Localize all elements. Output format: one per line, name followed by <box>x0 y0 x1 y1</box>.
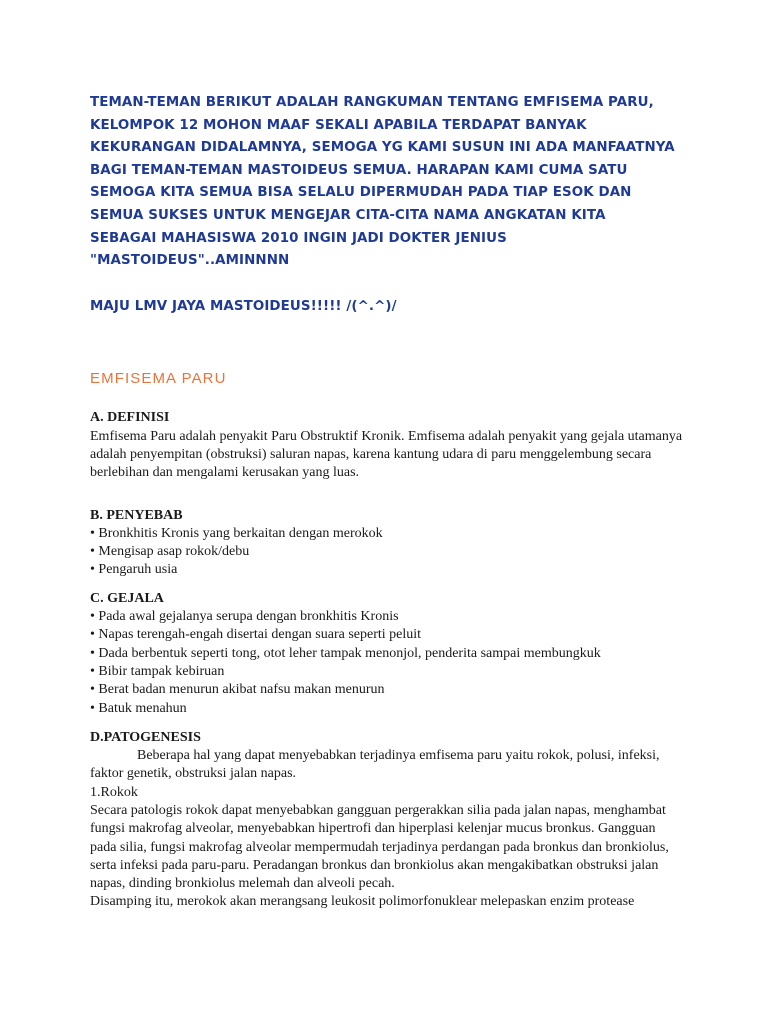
definisi-section <box>90 409 690 482</box>
definisi-line: adalah penyempitan (obstruksi) saluran napas, karena kantung udara di paru menggelembung secara <box>90 446 652 462</box>
list-item: • Pengaruh usia <box>90 561 690 579</box>
list-item: • Batuk menahun <box>90 700 690 718</box>
intro-line: SEMOGA KITA SEMUA BISA SELALU DIPERMUDAH PADA TIAP ESOK DAN <box>90 185 632 201</box>
gejala-section <box>90 590 690 718</box>
list-item: • Mengisap asap rokok/debu <box>90 543 690 561</box>
intro-line: KEKURANGAN DIDALAMNYA, SEMOGA YG KAMI SUSUN INI ADA MANFAATNYA <box>90 140 675 156</box>
patogenesis-heading: D.PATOGENESIS <box>90 729 201 745</box>
section-title: EMFISEMA PARU <box>90 370 227 388</box>
document-page <box>90 92 690 912</box>
patogenesis-line: pada silia, fungsi makrofag alveolar mempermudah terjadinya perdangan pada bronkus dan bronkiolus, <box>90 839 669 855</box>
penyebab-list <box>90 525 690 580</box>
definisi-line: berlebihan dan mengalami kerusakan yang luas. <box>90 465 360 481</box>
patogenesis-intro: Beberapa hal yang dapat menyebabkan terjadinya emfisema paru yaitu rokok, polusi, infeksi, <box>137 748 660 764</box>
patogenesis-line: Disamping itu, merokok akan merangsang leukosit polimorfonuklear melepaskan enzim protease <box>90 894 635 910</box>
intro-line: TEMAN-TEMAN BERIKUT ADALAH RANGKUMAN TENTANG EMFISEMA PARU, <box>90 95 654 110</box>
list-item: • Berat badan menurun akibat nafsu makan menurun <box>90 681 690 699</box>
patogenesis-subheading: 1.Rokok <box>90 784 138 800</box>
definisi-heading: A. DEFINISI <box>90 410 170 426</box>
intro-message <box>90 92 690 318</box>
patogenesis-intro: faktor genetik, obstruksi jalan napas. <box>90 766 297 782</box>
penyebab-section <box>90 507 690 580</box>
list-item: • Pada awal gejalanya serupa dengan bronkhitis Kronis <box>90 608 690 626</box>
gejala-heading: C. GEJALA <box>90 590 164 606</box>
intro-line: SEBAGAI MAHASISWA 2010 INGIN JADI DOKTER JENIUS <box>90 230 507 246</box>
patogenesis-section <box>90 729 690 912</box>
patogenesis-line: napas, dinding bronkiolus melemah dan alveoli pecah. <box>90 876 395 892</box>
gejala-list <box>90 608 690 718</box>
patogenesis-line: fungsi makrofag alveolar, menyebabkan hipertrofi dan hiperplasi kelenjar mucus bronkus. Gangguan <box>90 821 656 837</box>
intro-line: SEMUA SUKSES UNTUK MENGEJAR CITA-CITA NAMA ANGKATAN KITA <box>90 207 606 223</box>
list-item: • Bibir tampak kebiruan <box>90 663 690 681</box>
penyebab-heading: B. PENYEBAB <box>90 507 183 523</box>
intro-line: "MASTOIDEUS"..AMINNNN <box>90 253 290 269</box>
list-item: • Bronkhitis Kronis yang berkaitan dengan merokok <box>90 525 690 543</box>
list-item: • Dada berbentuk seperti tong, otot leher tampak menonjol, penderita sampai membungkuk <box>90 645 690 663</box>
definisi-line: Emfisema Paru adalah penyakit Paru Obstruktif Kronik. Emfisema adalah penyakit yang gejala utamanya <box>90 428 683 444</box>
intro-line: BAGI TEMAN-TEMAN MASTOIDEUS SEMUA. HARAPAN KAMI CUMA SATU <box>90 162 628 178</box>
intro-line: KELOMPOK 12 MOHON MAAF SEKALI APABILA TERDAPAT BANYAK <box>90 117 587 133</box>
list-item: • Napas terengah-engah disertai dengan suara seperti peluit <box>90 626 690 644</box>
patogenesis-line: Secara patologis rokok dapat menyebabkan gangguan pergerakkan silia pada jalan napas, menghambat <box>90 802 666 818</box>
intro-cheer: MAJU LMV JAYA MASTOIDEUS!!!!! /(^.^)/ <box>90 298 397 314</box>
patogenesis-line: serta infeksi pada paru-paru. Peradangan bronkus dan bronkiolus akan mengakibatkan obstruksi jalan <box>90 857 659 873</box>
